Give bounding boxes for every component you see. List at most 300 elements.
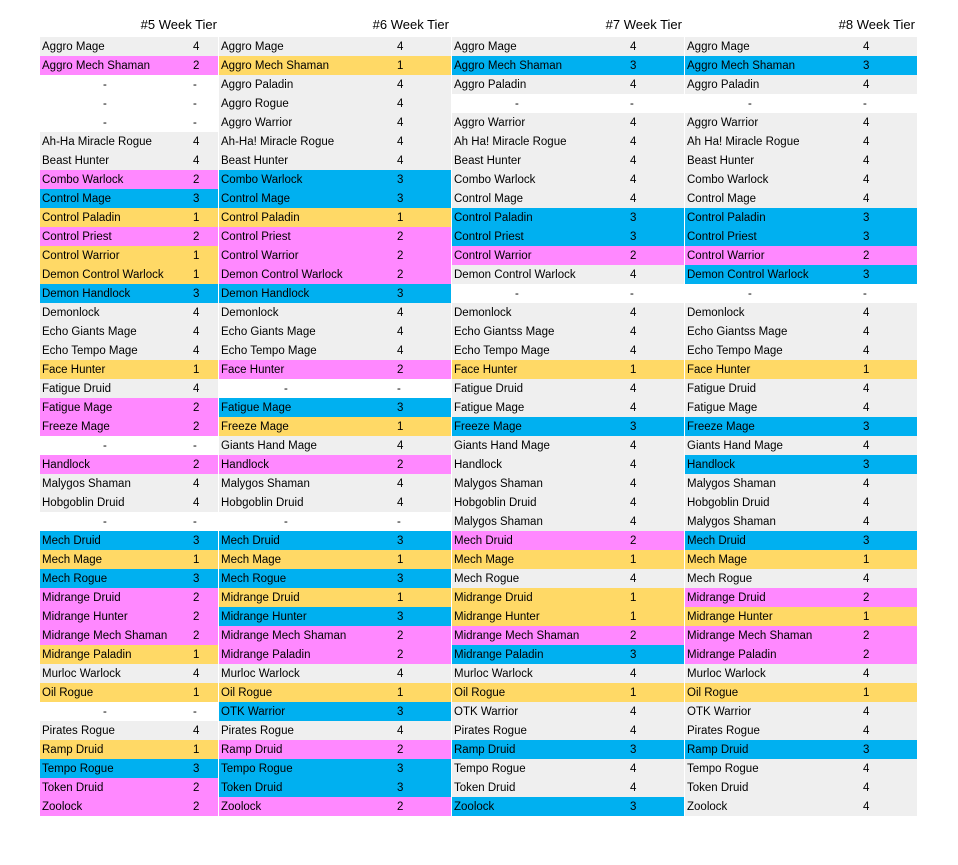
deck-name: Face Hunter: [454, 363, 518, 376]
table-row: [452, 550, 684, 569]
tier-value: 2: [397, 249, 404, 262]
tier-value: 2: [863, 591, 870, 604]
table-row: [452, 531, 684, 550]
table-row: [219, 151, 451, 170]
deck-name: Zoolock: [221, 800, 262, 813]
deck-name: Token Druid: [454, 781, 516, 794]
week-7-header: #7 Week Tier: [605, 17, 682, 32]
deck-name: Echo Giants Mage: [42, 325, 137, 338]
table-row: [40, 75, 218, 94]
table-row: [685, 94, 917, 113]
table-row: [685, 360, 917, 379]
tier-value: -: [397, 382, 401, 395]
table-row: [685, 645, 917, 664]
tier-value: 4: [863, 382, 870, 395]
table-row: [40, 683, 218, 702]
table-row: [452, 113, 684, 132]
tier-value: 2: [397, 458, 404, 471]
table-row: [685, 132, 917, 151]
table-row: [40, 56, 218, 75]
deck-name: Control Paladin: [454, 211, 533, 224]
tier-value: 3: [863, 211, 870, 224]
tier-value: 1: [397, 59, 404, 72]
week-5-column: [40, 37, 218, 816]
table-row: [40, 170, 218, 189]
tier-value: 4: [193, 154, 200, 167]
table-row: [219, 75, 451, 94]
table-row: [452, 569, 684, 588]
tier-value: 1: [397, 591, 404, 604]
table-row: [452, 265, 684, 284]
tier-value: 3: [863, 59, 870, 72]
deck-name: Midrange Druid: [454, 591, 533, 604]
tier-value: 3: [193, 572, 200, 585]
deck-name: Face Hunter: [687, 363, 751, 376]
deck-name: -: [103, 78, 107, 91]
table-row: [685, 265, 917, 284]
tier-value: 2: [397, 800, 404, 813]
tier-value: 2: [863, 629, 870, 642]
table-row: [40, 512, 218, 531]
table-row: [40, 740, 218, 759]
deck-name: Aggro Rogue: [221, 97, 289, 110]
deck-name: Murloc Warlock: [687, 667, 766, 680]
tier-value: 4: [863, 325, 870, 338]
table-row: [685, 626, 917, 645]
tier-value: -: [630, 287, 634, 300]
deck-name: Tempo Rogue: [221, 762, 293, 775]
deck-name: Echo Tempo Mage: [221, 344, 317, 357]
deck-name: Mech Rogue: [221, 572, 287, 585]
deck-name: Giants Hand Mage: [221, 439, 317, 452]
deck-name: Ah-Ha! Miracle Rogue: [221, 135, 335, 148]
table-row: [685, 588, 917, 607]
tier-value: 4: [863, 116, 870, 129]
tier-value: 4: [193, 135, 200, 148]
table-row: [219, 683, 451, 702]
table-row: [685, 512, 917, 531]
table-row: [452, 75, 684, 94]
deck-name: Malygos Shaman: [42, 477, 131, 490]
week-8-header: #8 Week Tier: [838, 17, 915, 32]
deck-name: Aggro Mech Shaman: [42, 59, 151, 72]
deck-name: Demon Control Warlock: [42, 268, 164, 281]
deck-name: Midrange Paladin: [454, 648, 544, 661]
tier-value: 3: [863, 268, 870, 281]
table-row: [40, 797, 218, 816]
deck-name: Control Mage: [221, 192, 291, 205]
tier-value: 3: [630, 800, 637, 813]
deck-name: OTK Warrior: [221, 705, 286, 718]
table-row: [452, 246, 684, 265]
table-row: [685, 151, 917, 170]
table-row: [40, 493, 218, 512]
tier-value: 4: [630, 439, 637, 452]
deck-name: Pirates Rogue: [454, 724, 527, 737]
deck-name: Control Mage: [687, 192, 757, 205]
table-row: [219, 227, 451, 246]
tier-value: 4: [397, 477, 404, 490]
table-row: [40, 322, 218, 341]
deck-name: Beast Hunter: [42, 154, 110, 167]
table-row: [452, 759, 684, 778]
deck-name: Demon Handlock: [221, 287, 310, 300]
tier-value: 4: [397, 40, 404, 53]
deck-name: Murloc Warlock: [454, 667, 533, 680]
deck-name: Midrange Druid: [687, 591, 766, 604]
tier-value: 2: [193, 59, 200, 72]
tier-value: 2: [193, 629, 200, 642]
table-row: [219, 56, 451, 75]
table-row: [452, 303, 684, 322]
deck-name: Demon Handlock: [42, 287, 131, 300]
deck-name: Malygos Shaman: [221, 477, 310, 490]
deck-name: Hobgoblin Druid: [42, 496, 125, 509]
tier-value: 2: [397, 268, 404, 281]
deck-name: Ramp Druid: [687, 743, 749, 756]
deck-name: Demonlock: [42, 306, 100, 319]
table-row: [40, 341, 218, 360]
deck-name: Freeze Mage: [687, 420, 755, 433]
tier-value: 1: [630, 553, 637, 566]
table-row: [40, 151, 218, 170]
tier-value: 1: [397, 686, 404, 699]
table-row: [219, 436, 451, 455]
table-row: [219, 455, 451, 474]
tier-value: 3: [397, 173, 404, 186]
deck-name: Hobgoblin Druid: [687, 496, 770, 509]
tier-value: -: [863, 287, 867, 300]
table-row: [685, 531, 917, 550]
tier-value: 4: [193, 382, 200, 395]
tier-value: 4: [863, 344, 870, 357]
tier-value: 3: [193, 534, 200, 547]
deck-name: Pirates Rogue: [221, 724, 294, 737]
table-row: [219, 170, 451, 189]
tier-value: 4: [863, 173, 870, 186]
table-row: [452, 37, 684, 56]
tier-value: 1: [193, 268, 200, 281]
table-row: [40, 588, 218, 607]
table-row: [40, 721, 218, 740]
deck-name: Mech Mage: [454, 553, 515, 566]
tier-value: 4: [863, 154, 870, 167]
tier-value: 2: [193, 458, 200, 471]
table-row: [685, 113, 917, 132]
table-row: [40, 664, 218, 683]
table-row: [452, 360, 684, 379]
table-row: [40, 607, 218, 626]
tier-value: 2: [193, 230, 200, 243]
tier-value: 4: [193, 496, 200, 509]
deck-name: Face Hunter: [221, 363, 285, 376]
tier-value: 3: [863, 743, 870, 756]
deck-name: Demonlock: [687, 306, 745, 319]
table-row: [219, 626, 451, 645]
table-row: [219, 512, 451, 531]
table-row: [40, 227, 218, 246]
deck-name: Mech Druid: [454, 534, 513, 547]
table-row: [219, 113, 451, 132]
deck-name: Echo Giantss Mage: [687, 325, 788, 338]
tier-value: 3: [630, 230, 637, 243]
tier-value: 4: [630, 78, 637, 91]
table-row: [452, 151, 684, 170]
tier-value: 4: [193, 40, 200, 53]
table-row: [219, 322, 451, 341]
table-row: [219, 284, 451, 303]
table-row: [685, 303, 917, 322]
table-row: [219, 569, 451, 588]
table-row: [452, 189, 684, 208]
tier-value: 4: [397, 97, 404, 110]
table-row: [219, 645, 451, 664]
table-row: [452, 626, 684, 645]
deck-name: Combo Warlock: [454, 173, 536, 186]
deck-name: Freeze Mage: [42, 420, 110, 433]
table-row: [219, 664, 451, 683]
tier-value: 3: [863, 230, 870, 243]
deck-name: Control Paladin: [221, 211, 300, 224]
deck-name: Aggro Warrior: [454, 116, 526, 129]
deck-name: -: [103, 97, 107, 110]
tier-value: 4: [863, 572, 870, 585]
tier-value: 4: [630, 705, 637, 718]
tier-value: 4: [630, 667, 637, 680]
deck-name: Fatigue Mage: [42, 401, 113, 414]
deck-name: Aggro Paladin: [221, 78, 294, 91]
table-row: [40, 398, 218, 417]
deck-name: Aggro Paladin: [454, 78, 527, 91]
deck-name: Control Priest: [687, 230, 757, 243]
tier-value: 4: [630, 515, 637, 528]
deck-name: Midrange Hunter: [42, 610, 128, 623]
table-row: [40, 626, 218, 645]
tier-value: -: [193, 515, 197, 528]
table-row: [685, 664, 917, 683]
table-row: [219, 550, 451, 569]
tier-value: 3: [397, 534, 404, 547]
tier-value: 4: [397, 496, 404, 509]
table-row: [452, 379, 684, 398]
tier-value: 3: [397, 781, 404, 794]
tier-value: 4: [397, 135, 404, 148]
deck-name: Handlock: [42, 458, 90, 471]
deck-name: Aggro Mech Shaman: [221, 59, 330, 72]
table-row: [40, 360, 218, 379]
tier-value: 3: [193, 762, 200, 775]
deck-name: Oil Rogue: [454, 686, 506, 699]
deck-name: -: [515, 97, 519, 110]
tier-value: 2: [863, 249, 870, 262]
tier-value: 4: [630, 135, 637, 148]
table-row: [40, 132, 218, 151]
table-row: [685, 569, 917, 588]
week-5-header: #5 Week Tier: [140, 17, 217, 32]
tier-value: 4: [630, 762, 637, 775]
tier-value: -: [863, 97, 867, 110]
deck-name: Demon Control Warlock: [454, 268, 576, 281]
tier-value: 2: [863, 648, 870, 661]
deck-name: Combo Warlock: [687, 173, 769, 186]
deck-name: Tempo Rogue: [42, 762, 114, 775]
table-row: [40, 474, 218, 493]
table-row: [685, 702, 917, 721]
tier-value: 1: [630, 363, 637, 376]
table-row: [685, 607, 917, 626]
table-row: [219, 94, 451, 113]
table-row: [219, 759, 451, 778]
tier-value: 4: [193, 667, 200, 680]
deck-name: Beast Hunter: [454, 154, 522, 167]
deck-name: Oil Rogue: [221, 686, 273, 699]
deck-name: Aggro Mage: [42, 40, 105, 53]
table-row: [452, 455, 684, 474]
tier-value: 1: [193, 363, 200, 376]
table-row: [219, 493, 451, 512]
deck-name: Control Mage: [42, 192, 112, 205]
table-row: [452, 56, 684, 75]
deck-name: -: [284, 515, 288, 528]
table-row: [685, 778, 917, 797]
table-row: [452, 322, 684, 341]
deck-name: Beast Hunter: [687, 154, 755, 167]
tier-value: 4: [397, 78, 404, 91]
deck-name: Midrange Druid: [42, 591, 121, 604]
tier-value: 4: [193, 344, 200, 357]
deck-name: Mech Druid: [42, 534, 101, 547]
table-row: [452, 474, 684, 493]
week-6-header: #6 Week Tier: [372, 17, 449, 32]
deck-name: -: [103, 439, 107, 452]
deck-name: Control Warrior: [42, 249, 120, 262]
table-row: [219, 778, 451, 797]
tier-value: 4: [193, 325, 200, 338]
deck-name: Malygos Shaman: [687, 515, 776, 528]
deck-name: Token Druid: [687, 781, 749, 794]
deck-name: Fatigue Druid: [42, 382, 112, 395]
deck-name: Mech Mage: [42, 553, 103, 566]
table-row: [685, 284, 917, 303]
table-row: [40, 778, 218, 797]
tier-value: 2: [193, 401, 200, 414]
tier-value: 4: [863, 306, 870, 319]
table-row: [685, 208, 917, 227]
tier-value: 4: [630, 496, 637, 509]
tier-value: -: [193, 116, 197, 129]
tier-value: 4: [863, 781, 870, 794]
deck-name: Midrange Paladin: [687, 648, 777, 661]
deck-name: -: [284, 382, 288, 395]
deck-name: Aggro Warrior: [687, 116, 759, 129]
tier-value: 4: [863, 724, 870, 737]
deck-name: OTK Warrior: [687, 705, 752, 718]
table-row: [685, 170, 917, 189]
deck-name: Ah Ha! Miracle Rogue: [454, 135, 567, 148]
deck-name: Pirates Rogue: [687, 724, 760, 737]
deck-name: Mech Rogue: [42, 572, 108, 585]
table-row: [219, 379, 451, 398]
deck-name: Combo Warlock: [221, 173, 303, 186]
tier-value: 4: [863, 439, 870, 452]
tier-value: -: [193, 705, 197, 718]
tier-value: 4: [630, 477, 637, 490]
deck-name: Demon Control Warlock: [687, 268, 809, 281]
deck-name: Aggro Mech Shaman: [454, 59, 563, 72]
table-row: [219, 702, 451, 721]
tier-value: 4: [397, 306, 404, 319]
tier-value: 2: [193, 610, 200, 623]
tier-value: 4: [863, 40, 870, 53]
table-row: [452, 493, 684, 512]
deck-name: Midrange Druid: [221, 591, 300, 604]
deck-name: -: [748, 97, 752, 110]
deck-name: Aggro Mage: [454, 40, 517, 53]
deck-name: Handlock: [454, 458, 502, 471]
table-row: [685, 721, 917, 740]
tier-value: 3: [397, 572, 404, 585]
deck-name: Aggro Mage: [221, 40, 284, 53]
tier-value: 2: [630, 534, 637, 547]
tier-value: 4: [863, 78, 870, 91]
deck-name: Fatigue Mage: [221, 401, 292, 414]
deck-name: Control Warrior: [454, 249, 532, 262]
deck-name: Token Druid: [221, 781, 283, 794]
deck-name: Ramp Druid: [221, 743, 283, 756]
deck-name: Ramp Druid: [454, 743, 516, 756]
table-row: [685, 189, 917, 208]
table-row: [452, 512, 684, 531]
table-row: [219, 341, 451, 360]
tier-value: 3: [193, 192, 200, 205]
deck-name: Ramp Druid: [42, 743, 104, 756]
table-row: [685, 455, 917, 474]
deck-name: Control Warrior: [221, 249, 299, 262]
tier-value: 1: [630, 591, 637, 604]
tier-value: 4: [630, 724, 637, 737]
table-row: [685, 227, 917, 246]
tier-value: 3: [863, 458, 870, 471]
table-row: [452, 797, 684, 816]
deck-name: Murloc Warlock: [42, 667, 121, 680]
tier-value: 1: [193, 648, 200, 661]
tier-value: 3: [863, 420, 870, 433]
table-row: [685, 683, 917, 702]
tier-value: 4: [193, 477, 200, 490]
tier-value: 1: [630, 610, 637, 623]
table-row: [452, 417, 684, 436]
table-row: [452, 132, 684, 151]
tier-value: 2: [193, 800, 200, 813]
tier-value: 4: [863, 667, 870, 680]
tier-value: 4: [863, 496, 870, 509]
table-row: [685, 550, 917, 569]
table-row: [685, 797, 917, 816]
deck-name: Midrange Paladin: [221, 648, 311, 661]
tier-value: 3: [397, 762, 404, 775]
table-row: [452, 721, 684, 740]
deck-name: Midrange Hunter: [221, 610, 307, 623]
tier-value: 4: [397, 667, 404, 680]
deck-name: Fatigue Mage: [687, 401, 758, 414]
tier-value: 4: [863, 515, 870, 528]
tier-value: 4: [630, 572, 637, 585]
table-row: [219, 398, 451, 417]
table-row: [685, 759, 917, 778]
tier-value: 4: [863, 192, 870, 205]
deck-name: Tempo Rogue: [687, 762, 759, 775]
deck-name: Echo Giantss Mage: [454, 325, 555, 338]
